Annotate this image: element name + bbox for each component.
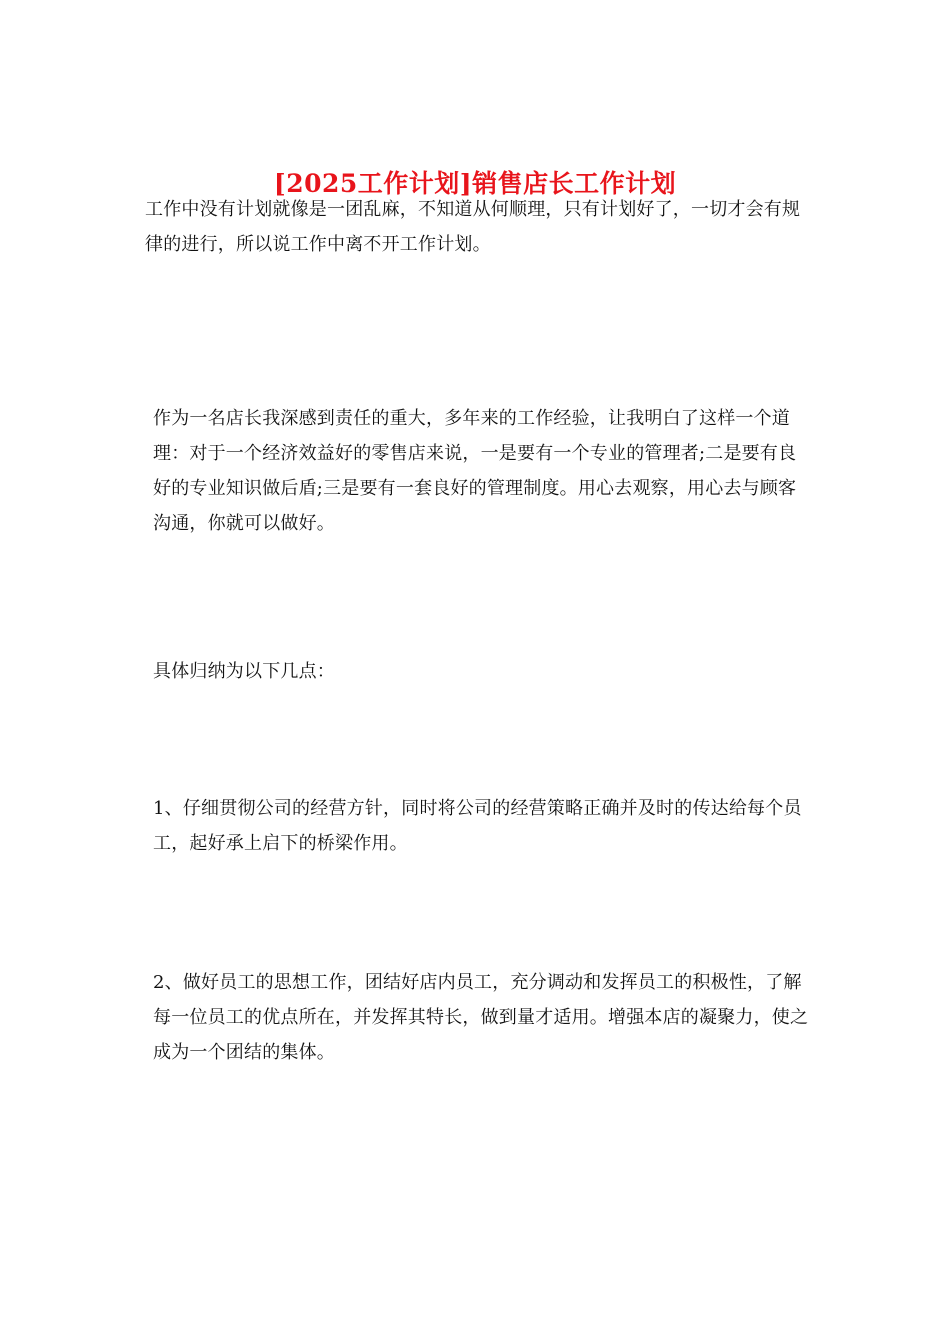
list-item-1: 1、仔细贯彻公司的经营方针，同时将公司的经营策略正确并及时的传达给每个员工，起好承上启下的桥梁作用。 [153,798,802,854]
paragraph-summary-lead: 具体归纳为以下几点： [153,661,335,682]
list-item-2: 2、做好员工的思想工作，团结好店内员工，充分调动和发挥员工的积极性，了解每一位员工的优点所在，并发挥其特长，做到量才适用。增强本店的凝聚力，使之成为一个团结的集体。 [153,972,809,1063]
paragraph-intro: 工作中没有计划就像是一团乱麻，不知道从何顺理，只有计划好了，一切才会有规律的进行，所以说工作中离不开工作计划。 [145,199,801,255]
paragraph-experience: 作为一名店长我深感到责任的重大，多年来的工作经验，让我明白了这样一个道理：对于一个经济效益好的零售店来说，一是要有一个专业的管理者;二是要有良好的专业知识做后盾;三是要有一套良好的管理制度。用心去观察，用心去与顾客沟通，你就可以做好。 [153,408,797,534]
document-title: [2025工作计划]销售店长工作计划 [273,168,677,198]
